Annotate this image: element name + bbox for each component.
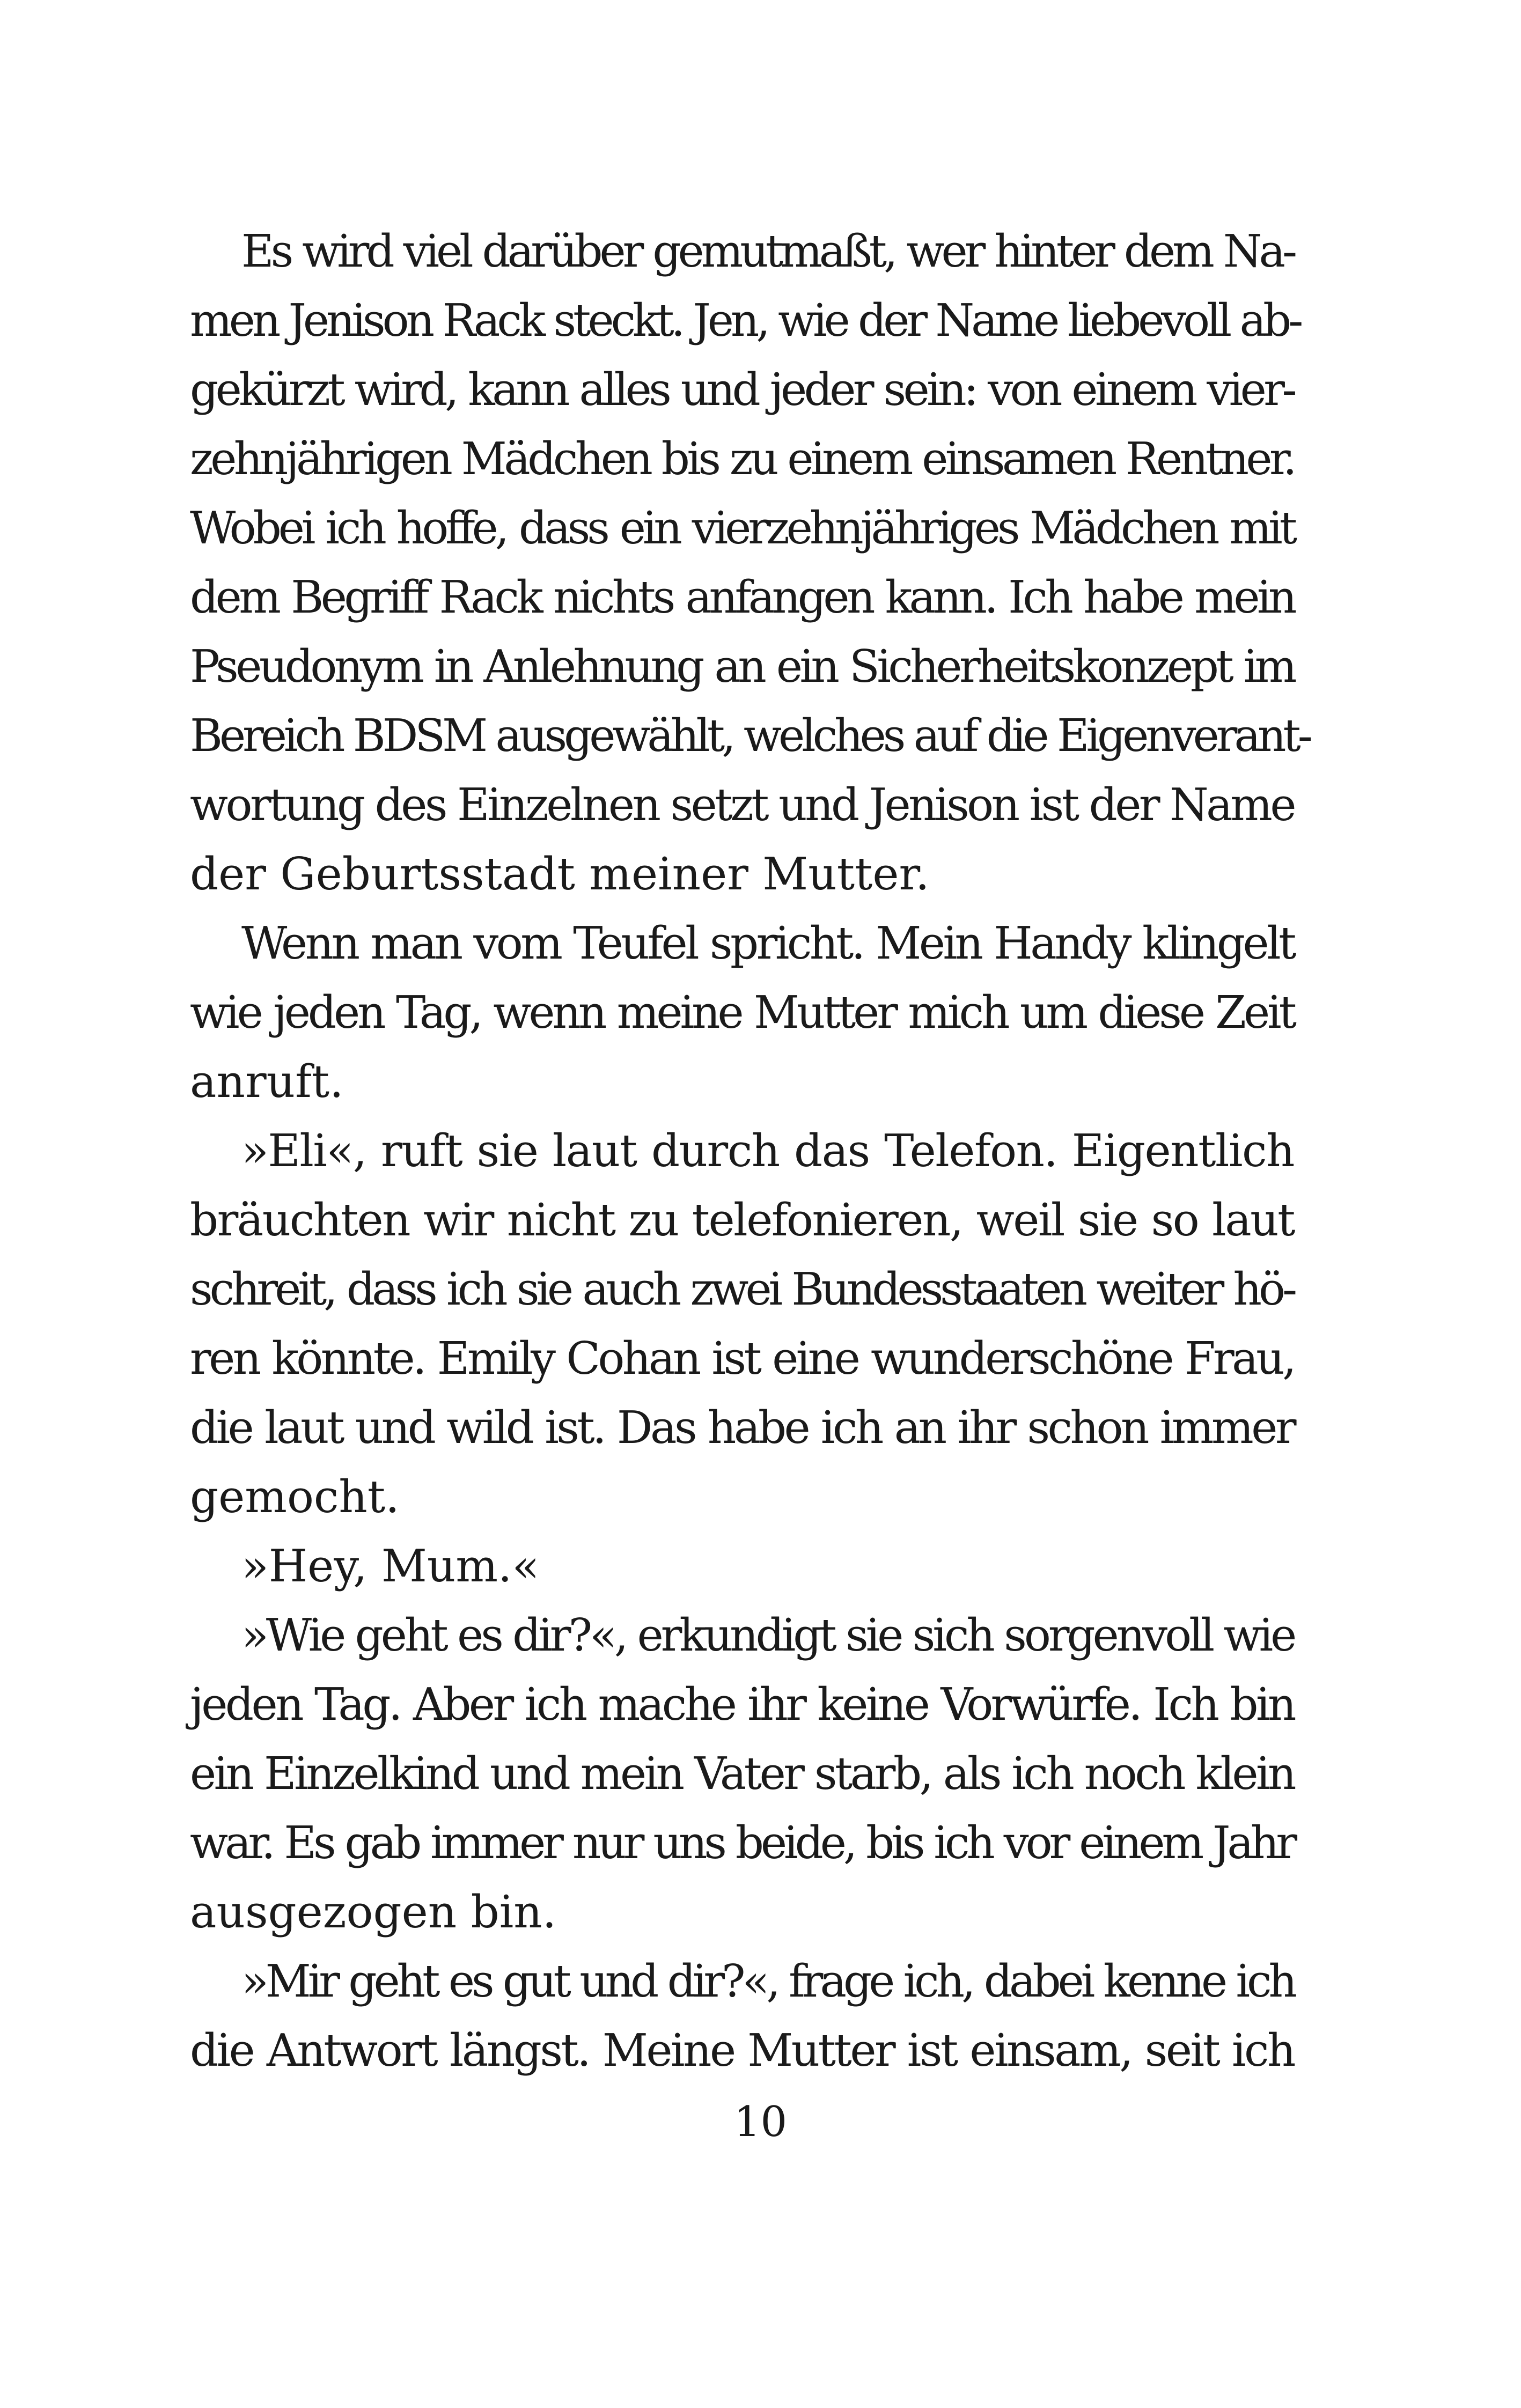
text-line: ein Einzelkind und mein Vater starb, als ich noch klein [190,1748,1294,1800]
text-line: der Geburtsstadt meiner Mutter. [190,848,930,900]
text-line: Wenn man vom Teufel spricht. Mein Handy klingelt [241,917,1294,969]
text-line: gekürzt wird, kann alles und jeder sein: von einem vier- [190,364,1294,416]
body-text [190,217,1310,2085]
text-line: »Eli«, ruft sie laut durch das Telefon. Eigentlich [241,1125,1294,1177]
text-line: »Mir geht es gut und dir?«, frage ich, dabei kenne ich [241,1955,1294,2007]
text-line: war. Es gab immer nur uns beide, bis ich vor einem Jahr [190,1817,1294,1869]
text-line: Pseudonym in Anlehnung an ein Sicherheitskonzept im [190,640,1294,693]
paragraph [190,909,1294,1116]
text-line: Es wird viel darüber gemutmaßt, wer hinter dem Na- [241,225,1294,277]
paragraph [190,1947,1294,2085]
text-line: anruft. [190,1056,344,1108]
text-line: »Wie geht es dir?«, erkundigt sie sich sorgenvoll wie [241,1609,1295,1661]
text-line: bräuchten wir nicht zu telefonieren, weil sie so laut [190,1194,1294,1246]
text-line: die Antwort längst. Meine Mutter ist einsam, seit ich [190,2024,1294,2076]
text-line: zehnjährigen Mädchen bis zu einem einsamen Rentner. [190,433,1294,485]
text-line: wie jeden Tag, wenn meine Mutter mich um diese Zeit [190,986,1294,1039]
text-line: Wobei ich hoffe, dass ein vierzehnjähriges Mädchen mit [190,502,1294,554]
text-line: dem Begriff Rack nichts anfangen kann. Ich habe mein [190,571,1294,623]
text-line: wortung des Einzelnen setzt und Jenison ist der Name [190,779,1294,831]
text-line: ren könnte. Emily Cohan ist eine wunderschöne Frau, [190,1332,1294,1385]
text-line: Bereich BDSM ausgewählt, welches auf die Eigenverant- [190,710,1310,762]
text-line: ausgezogen bin. [190,1886,557,1938]
paragraph [190,1116,1294,1531]
text-line: men Jenison Rack steckt. Jen, wie der Name liebevoll ab- [190,294,1300,347]
paragraph [190,1601,1294,1947]
text-line: jeden Tag. Aber ich mache ihr keine Vorwürfe. Ich bin [190,1678,1294,1730]
text-line: »Hey, Mum.« [241,1540,540,1592]
text-line: die laut und wild ist. Das habe ich an ihr schon immer [190,1402,1294,1454]
paragraph [190,217,1310,909]
text-line: schreit, dass ich sie auch zwei Bundesstaaten weiter hö- [190,1263,1294,1315]
text-line: gemocht. [190,1471,400,1523]
page-number: 10 [733,2098,788,2146]
paragraph [190,1531,1294,1601]
